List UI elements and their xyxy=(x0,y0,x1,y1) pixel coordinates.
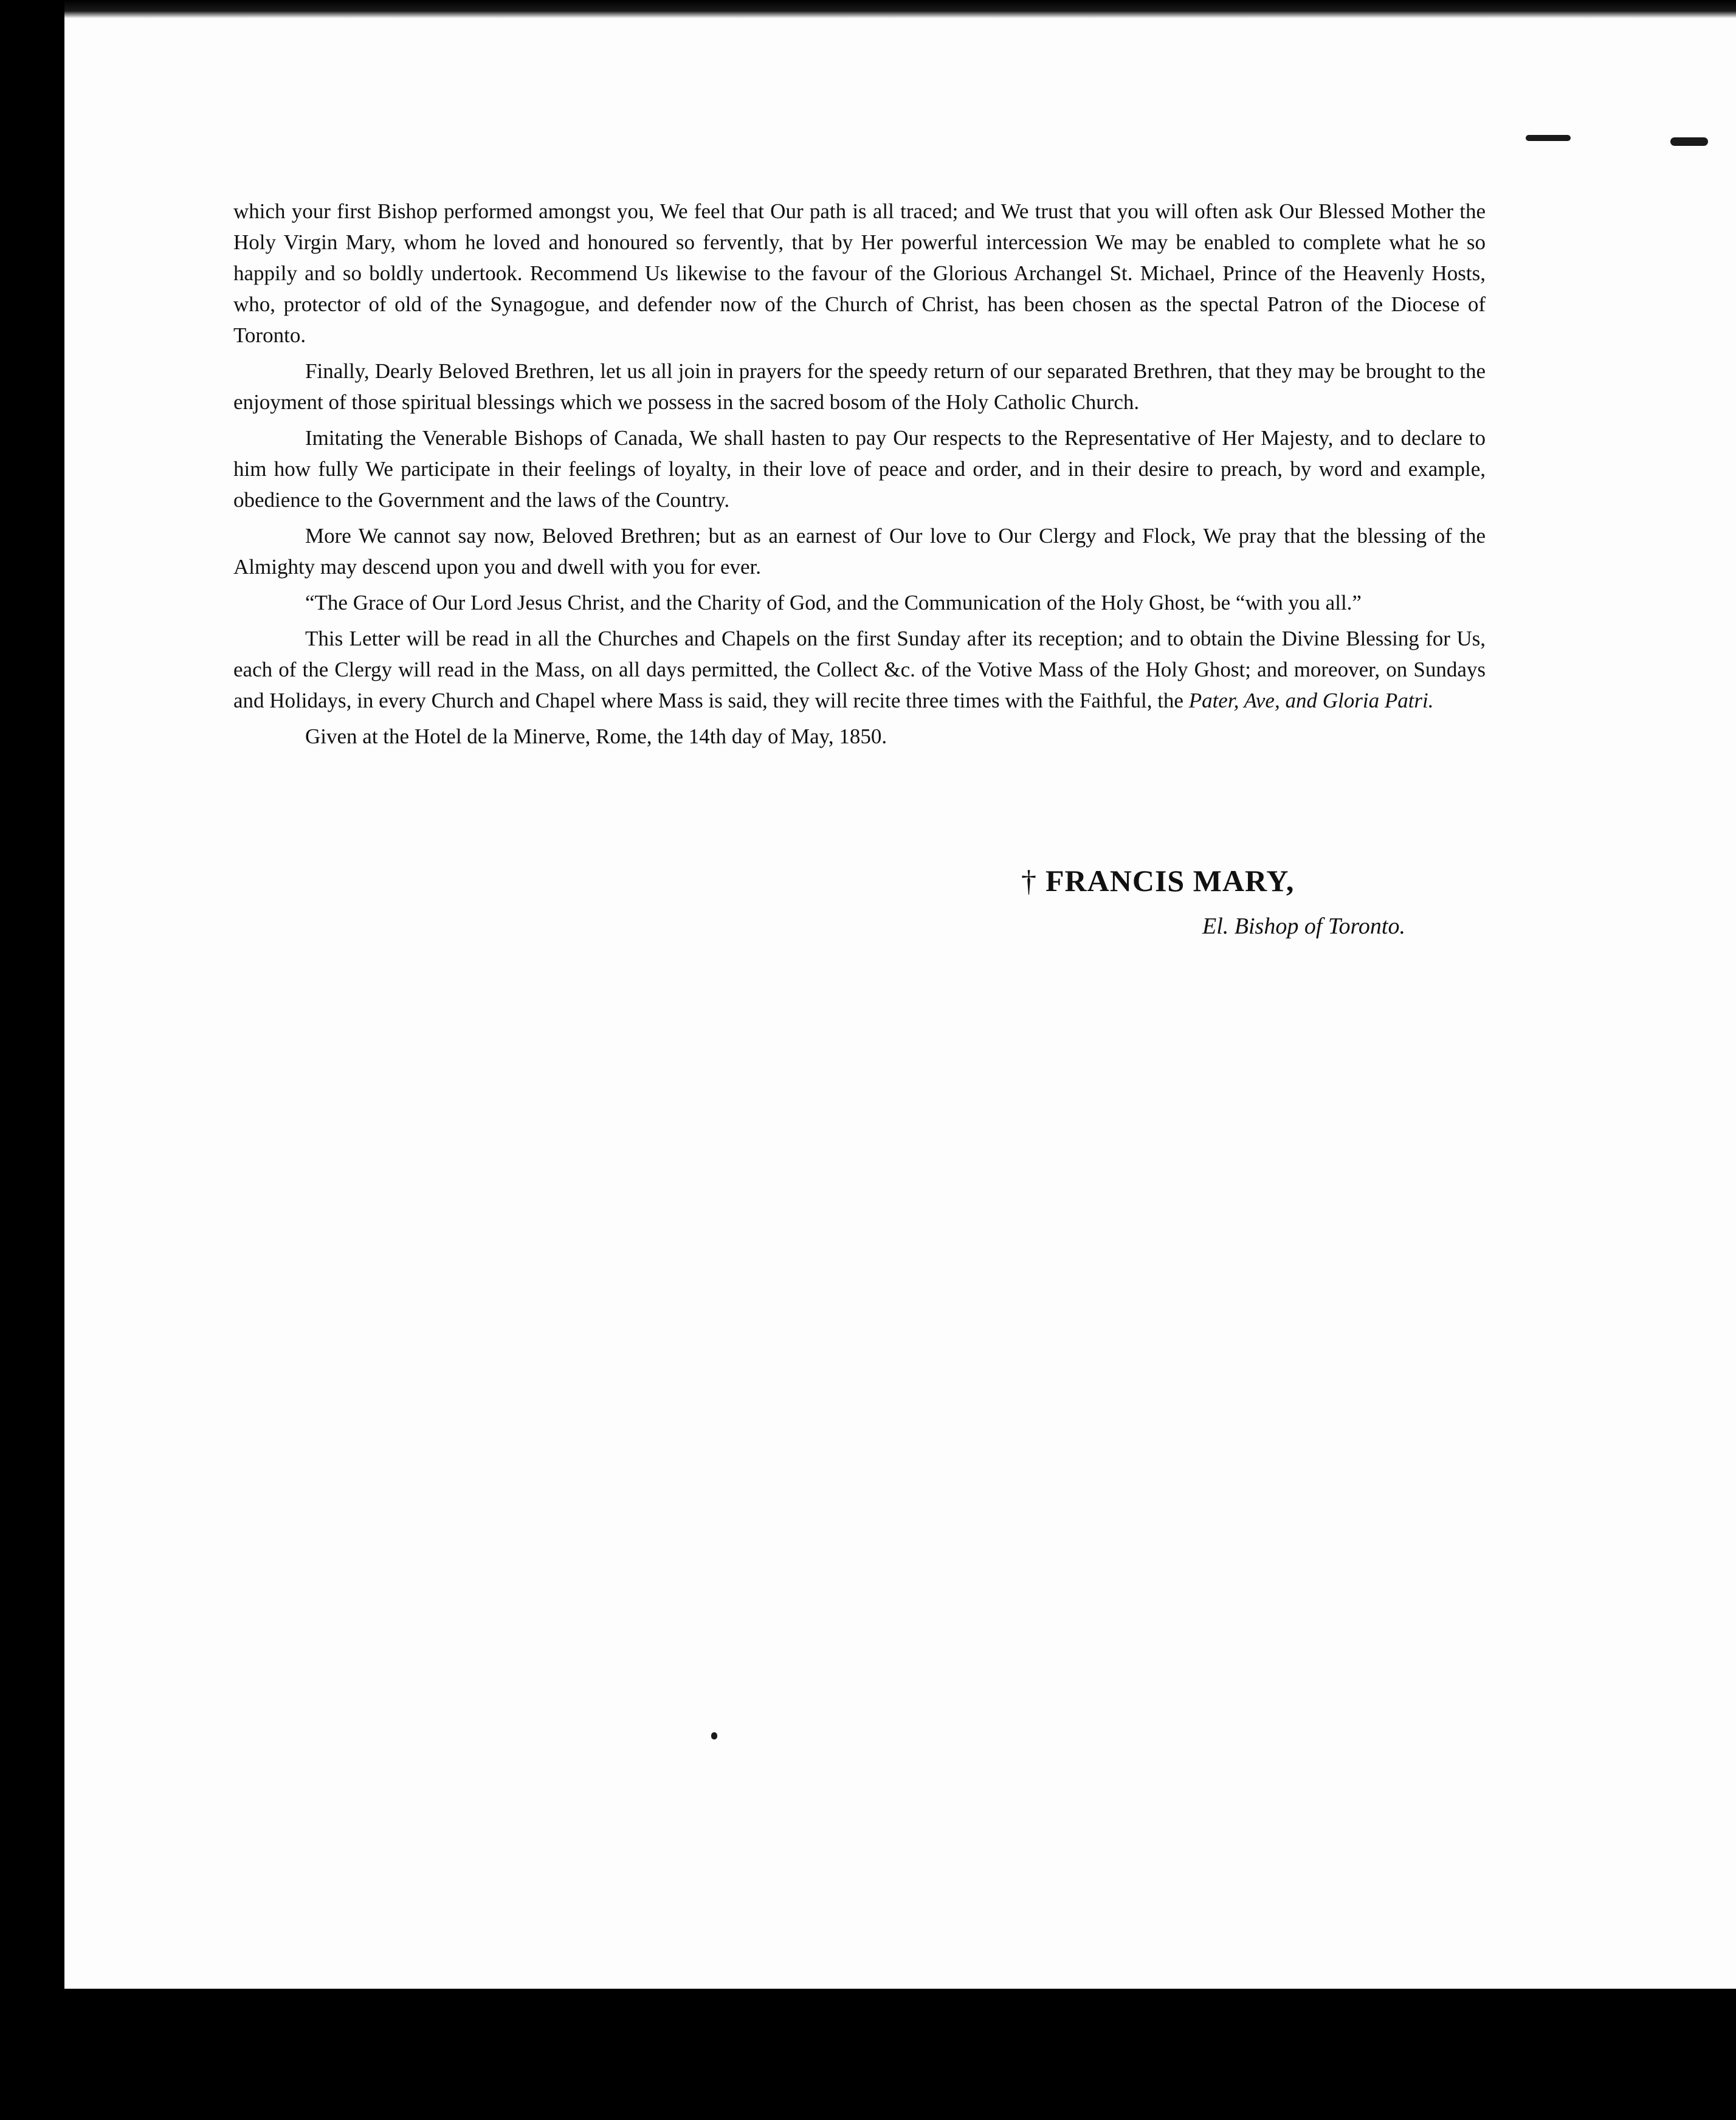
scan-bottom-band xyxy=(0,1989,1736,2120)
signature-name xyxy=(1021,863,1294,898)
paragraph-prayers-for-brethren: Finally, Dearly Beloved Brethren, let us all join in prayers for the speedy return of our separated Brethren, that they may be brought to the enjoyment of those spiritual blessings which we possess in the sacred bosom of the Holy Catholic Church. xyxy=(233,359,1486,414)
paragraph-given-at: Given at the Hotel de la Minerve, Rome, the 14th day of May, 1850. xyxy=(305,724,887,748)
letter-body xyxy=(233,196,1486,757)
signature-title: El. Bishop of Toronto. xyxy=(1202,914,1405,939)
paragraph-loyalty: Imitating the Venerable Bishops of Canada, We shall hasten to pay Our respects to the Representative of Her Majesty, and to declare to him how fully We participate in their feelings of loyalty, in their love of peace and order, and in their desire to preach, by word and example, obedience to the Government and the laws of the Country. xyxy=(233,426,1486,512)
prayers-italic: Pater, Ave, and Gloria Patri. xyxy=(1188,689,1434,712)
paragraph-blessing: More We cannot say now, Beloved Brethren; but as an earnest of Our love to Our Clergy and Flock, We pray that the blessing of the Almighty may descend upon you and dwell with you for ever. xyxy=(233,524,1486,579)
paragraph-reading-instructions xyxy=(233,623,1486,716)
scan-mark-right-1 xyxy=(1526,135,1571,141)
scan-top-edge xyxy=(64,0,1736,18)
paragraph-path-traced: which your first Bishop performed amongst you, We feel that Our path is all traced; and We trust that you will often ask Our Blessed Mother the Holy Virgin Mary, whom he loved and honoured so fervently, that by Her powerful intercession We may be enabled to complete what he so happily and so boldly undertook. Recommend Us likewise to the favour of the Glorious Archangel St. Michael, Prince of the Heavenly Hosts, who, protector of old of the Synagogue, and defender now of the Church of Christ, has been chosen as the spectal Patron of the Diocese of Toronto. xyxy=(233,199,1486,347)
dagger-symbol: † xyxy=(1021,864,1037,898)
scan-mark-center xyxy=(711,1732,717,1740)
reading-instructions-text: This Letter will be read in all the Churches and Chapels on the first Sunday after its reception; and to obtain the Divine Blessing for Us, each of the Clergy will read in the Mass, on all days permitted, the Collect &c. of the Votive Mass of the Holy Ghost; and moreover, on Sundays and Holidays, in every Church and Chapel where Mass is said, they will recite three times with the Faithful, the xyxy=(233,627,1486,712)
scan-mark-right-2 xyxy=(1670,137,1708,146)
paragraph-grace: “The Grace of Our Lord Jesus Christ, and the Charity of God, and the Communication of the Holy Ghost, be “with you all.” xyxy=(305,591,1362,614)
signature-name-text: FRANCIS MARY, xyxy=(1045,864,1295,898)
